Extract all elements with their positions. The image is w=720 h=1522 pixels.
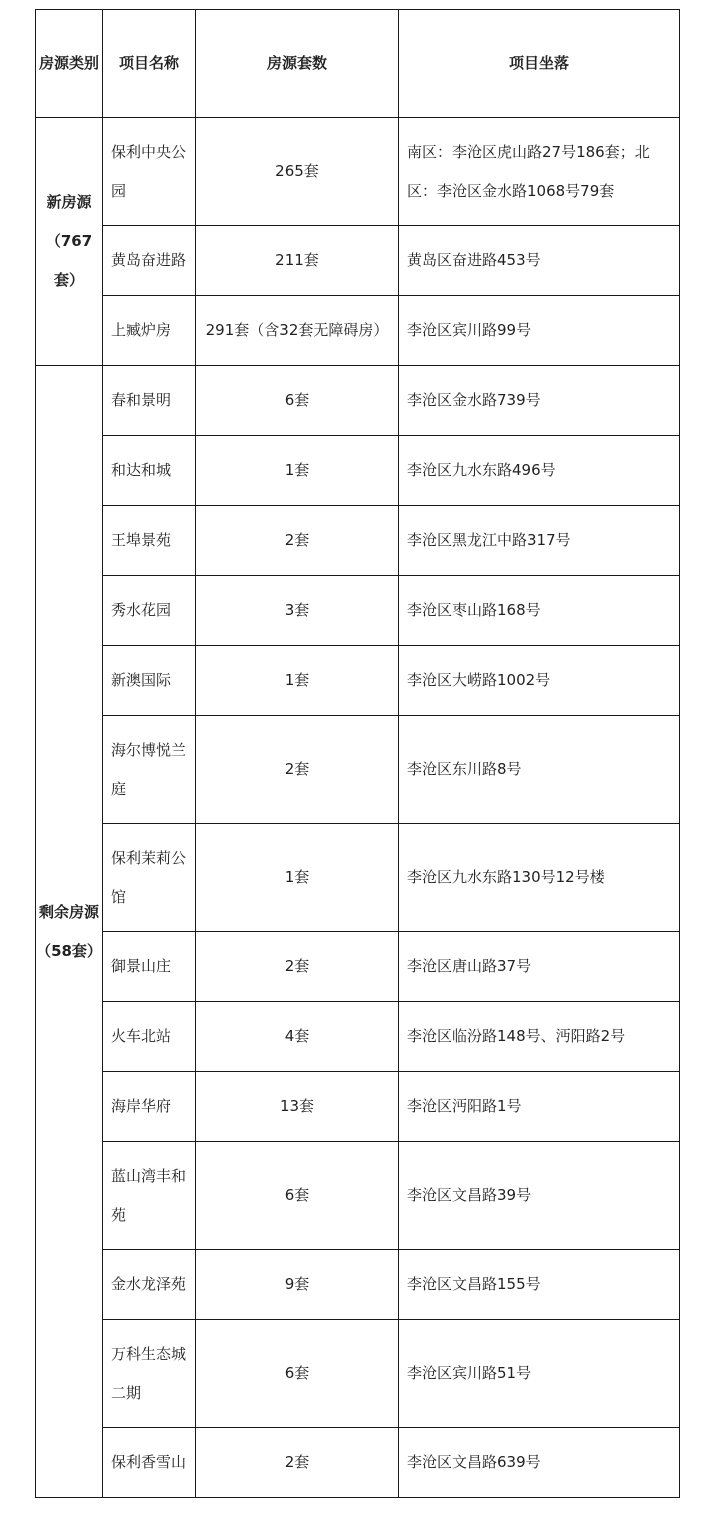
header-unit-count: 房源套数 (196, 10, 399, 118)
table-row (36, 436, 680, 506)
project-location: 李沧区宾川路51号 (399, 1320, 680, 1428)
unit-count: 2套 (196, 506, 399, 576)
table-row (36, 646, 680, 716)
project-location: 李沧区黑龙江中路317号 (399, 506, 680, 576)
unit-count: 2套 (196, 932, 399, 1002)
project-location: 李沧区沔阳路1号 (399, 1072, 680, 1142)
group-category-new: 新房源（767套） (36, 118, 103, 366)
table-row (36, 1428, 680, 1498)
header-category: 房源类别 (36, 10, 103, 118)
unit-count: 291套（含32套无障碍房） (196, 296, 399, 366)
unit-count: 4套 (196, 1002, 399, 1072)
group-category-remaining: 剩余房源（58套） (36, 366, 103, 1498)
unit-count: 265套 (196, 118, 399, 226)
project-location: 李沧区宾川路99号 (399, 296, 680, 366)
project-location: 李沧区九水东路496号 (399, 436, 680, 506)
project-location: 黄岛区奋进路453号 (399, 226, 680, 296)
project-location: 李沧区东川路8号 (399, 716, 680, 824)
table-row (36, 824, 680, 932)
table-row (36, 296, 680, 366)
project-name: 保利香雪山 (103, 1428, 196, 1498)
project-name: 海尔博悦兰庭 (103, 716, 196, 824)
unit-count: 6套 (196, 1142, 399, 1250)
unit-count: 2套 (196, 1428, 399, 1498)
project-location: 李沧区文昌路639号 (399, 1428, 680, 1498)
project-location: 李沧区九水东路130号12号楼 (399, 824, 680, 932)
housing-table (35, 9, 680, 1498)
project-location: 李沧区唐山路37号 (399, 932, 680, 1002)
table-row (36, 1142, 680, 1250)
project-location: 李沧区临汾路148号、沔阳路2号 (399, 1002, 680, 1072)
project-name: 秀水花园 (103, 576, 196, 646)
project-name: 黄岛奋进路 (103, 226, 196, 296)
table-row (36, 506, 680, 576)
project-name: 春和景明 (103, 366, 196, 436)
unit-count: 1套 (196, 436, 399, 506)
table-row (36, 118, 680, 226)
header-location: 项目坐落 (399, 10, 680, 118)
project-location: 李沧区文昌路155号 (399, 1250, 680, 1320)
table-row (36, 1002, 680, 1072)
project-name: 火车北站 (103, 1002, 196, 1072)
table-row (36, 576, 680, 646)
project-name: 保利茉莉公馆 (103, 824, 196, 932)
project-name: 御景山庄 (103, 932, 196, 1002)
table-row (36, 226, 680, 296)
project-name: 金水龙泽苑 (103, 1250, 196, 1320)
unit-count: 1套 (196, 824, 399, 932)
project-name: 保利中央公园 (103, 118, 196, 226)
project-location: 李沧区大崂路1002号 (399, 646, 680, 716)
table-row (36, 1320, 680, 1428)
project-name: 和达和城 (103, 436, 196, 506)
unit-count: 3套 (196, 576, 399, 646)
table-row (36, 366, 680, 436)
project-name: 海岸华府 (103, 1072, 196, 1142)
table-row (36, 1072, 680, 1142)
project-location: 李沧区枣山路168号 (399, 576, 680, 646)
project-name: 蓝山湾丰和苑 (103, 1142, 196, 1250)
project-name: 上臧炉房 (103, 296, 196, 366)
table-row (36, 932, 680, 1002)
project-location: 李沧区金水路739号 (399, 366, 680, 436)
header-project-name: 项目名称 (103, 10, 196, 118)
unit-count: 9套 (196, 1250, 399, 1320)
project-location: 南区：李沧区虎山路27号186套；北区：李沧区金水路1068号79套 (399, 118, 680, 226)
project-name: 万科生态城二期 (103, 1320, 196, 1428)
project-name: 新澳国际 (103, 646, 196, 716)
table-header-row (36, 10, 680, 118)
unit-count: 6套 (196, 366, 399, 436)
project-location: 李沧区文昌路39号 (399, 1142, 680, 1250)
unit-count: 6套 (196, 1320, 399, 1428)
project-name: 王埠景苑 (103, 506, 196, 576)
unit-count: 211套 (196, 226, 399, 296)
unit-count: 1套 (196, 646, 399, 716)
unit-count: 13套 (196, 1072, 399, 1142)
table-row (36, 716, 680, 824)
unit-count: 2套 (196, 716, 399, 824)
table-row (36, 1250, 680, 1320)
